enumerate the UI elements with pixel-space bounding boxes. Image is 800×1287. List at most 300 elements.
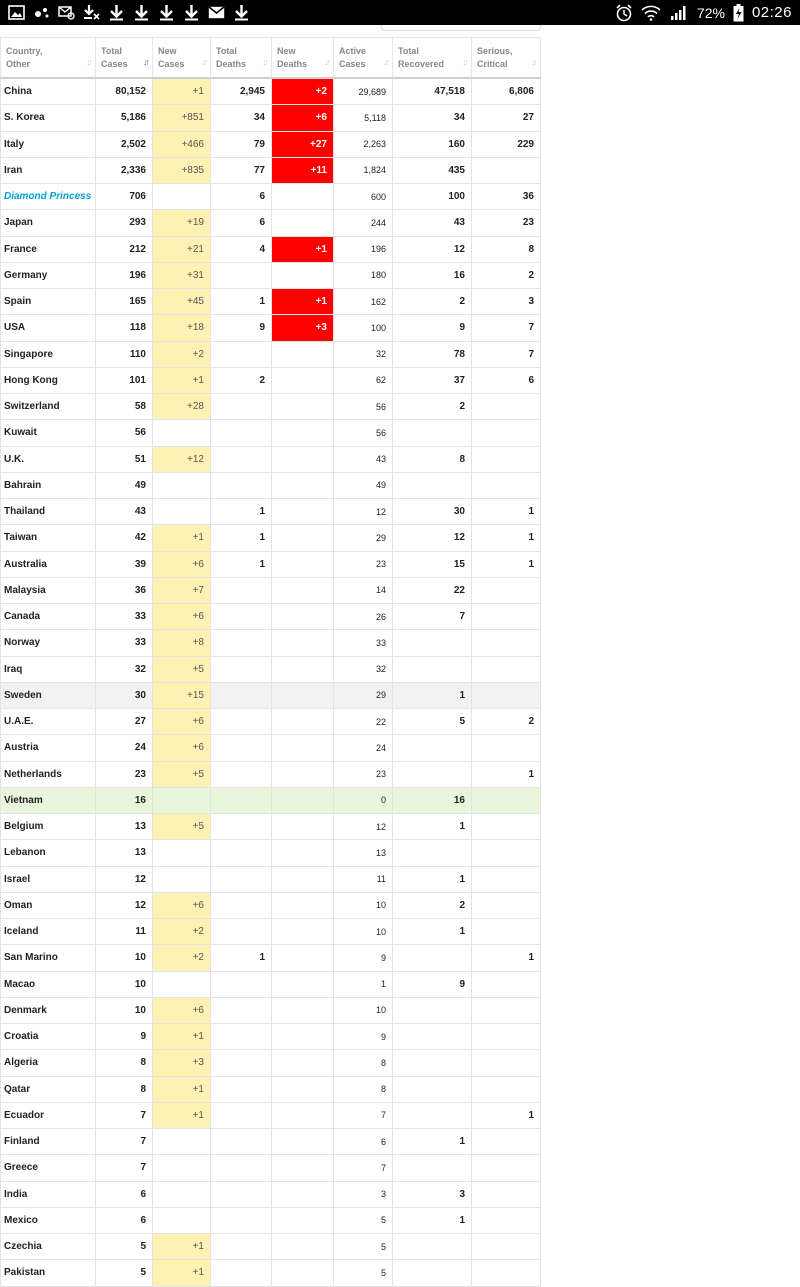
total-deaths-cell: 4 (211, 236, 272, 262)
total-cases-cell: 11 (96, 919, 153, 945)
total-deaths-cell (211, 892, 272, 918)
total-deaths-cell (211, 997, 272, 1023)
column-header-total-cases[interactable] (96, 38, 153, 79)
total-recovered-cell: 8 (393, 446, 472, 472)
country-cell: Lebanon (1, 840, 96, 866)
active-cases-cell: 56 (334, 420, 393, 446)
active-cases-cell: 244 (334, 210, 393, 236)
serious-critical-cell: 36 (472, 184, 541, 210)
new-cases-cell: +2 (153, 919, 211, 945)
table-row (1, 1260, 541, 1286)
serious-critical-cell (472, 1129, 541, 1155)
serious-critical-cell: 2 (472, 709, 541, 735)
country-cell: Japan (1, 210, 96, 236)
new-cases-cell: +1 (153, 525, 211, 551)
column-header-label: Other (6, 58, 31, 69)
new-deaths-cell (272, 446, 334, 472)
serious-critical-cell (472, 656, 541, 682)
column-header-total-deaths[interactable] (211, 38, 272, 79)
total-recovered-cell: 9 (393, 315, 472, 341)
country-cell: Mexico (1, 1207, 96, 1233)
serious-critical-cell: 2 (472, 262, 541, 288)
column-header-country[interactable] (1, 38, 96, 79)
total-recovered-cell: 1 (393, 1207, 472, 1233)
total-recovered-cell: 16 (393, 787, 472, 813)
active-cases-cell: 5,118 (334, 105, 393, 131)
total-deaths-cell (211, 971, 272, 997)
country-cell: Finland (1, 1129, 96, 1155)
new-cases-cell: +1 (153, 1076, 211, 1102)
table-row (1, 472, 541, 498)
table-row (1, 761, 541, 787)
new-deaths-cell: +27 (272, 131, 334, 157)
active-cases-cell: 23 (334, 761, 393, 787)
new-cases-cell: +5 (153, 761, 211, 787)
notification-icons (8, 3, 250, 22)
total-recovered-cell (393, 840, 472, 866)
new-cases-cell: +1 (153, 78, 211, 105)
column-header-label: Total (216, 45, 237, 56)
serious-critical-cell: 23 (472, 210, 541, 236)
total-deaths-cell (211, 1260, 272, 1286)
total-recovered-cell: 1 (393, 682, 472, 708)
column-header-active-cases[interactable] (334, 38, 393, 79)
total-recovered-cell (393, 761, 472, 787)
active-cases-cell: 49 (334, 472, 393, 498)
download-icon (133, 3, 150, 22)
serious-critical-cell (472, 420, 541, 446)
new-deaths-cell (272, 341, 334, 367)
new-cases-cell: +1 (153, 367, 211, 393)
system-icons (615, 3, 792, 22)
table-row (1, 1234, 541, 1260)
serious-critical-cell (472, 1207, 541, 1233)
total-cases-cell: 7 (96, 1129, 153, 1155)
total-cases-cell: 2,336 (96, 157, 153, 183)
sort-icon[interactable]: ↓↑ (383, 57, 388, 67)
serious-critical-cell (472, 472, 541, 498)
battery-percent: 72% (696, 4, 725, 21)
total-deaths-cell: 1 (211, 499, 272, 525)
country-cell: Singapore (1, 341, 96, 367)
sort-icon[interactable]: ↓↑ (262, 57, 267, 67)
new-deaths-cell (272, 1207, 334, 1233)
new-cases-cell: +6 (153, 892, 211, 918)
total-deaths-cell (211, 341, 272, 367)
image-icon (8, 3, 25, 22)
country-cell: Spain (1, 289, 96, 315)
country-cell: S. Korea (1, 105, 96, 131)
new-cases-cell (153, 866, 211, 892)
total-cases-cell: 10 (96, 997, 153, 1023)
total-recovered-cell (393, 1102, 472, 1128)
column-header-label: New (277, 45, 296, 56)
country-cell: India (1, 1181, 96, 1207)
serious-critical-cell: 1 (472, 945, 541, 971)
new-deaths-cell (272, 394, 334, 420)
active-cases-cell: 13 (334, 840, 393, 866)
active-cases-cell: 6 (334, 1129, 393, 1155)
total-deaths-cell (211, 1129, 272, 1155)
total-cases-cell: 13 (96, 814, 153, 840)
serious-critical-cell: 229 (472, 131, 541, 157)
country-cell: Denmark (1, 997, 96, 1023)
country-cell: Qatar (1, 1076, 96, 1102)
total-recovered-cell: 1 (393, 814, 472, 840)
new-deaths-cell (272, 1155, 334, 1181)
active-cases-cell: 100 (334, 315, 393, 341)
country-cell: Algeria (1, 1050, 96, 1076)
active-cases-cell: 7 (334, 1155, 393, 1181)
active-cases-cell: 10 (334, 997, 393, 1023)
new-cases-cell: +2 (153, 341, 211, 367)
total-deaths-cell: 34 (211, 105, 272, 131)
total-deaths-cell (211, 577, 272, 603)
total-deaths-cell (211, 420, 272, 446)
total-deaths-cell: 2 (211, 367, 272, 393)
new-cases-cell: +3 (153, 1050, 211, 1076)
country-cell[interactable]: Diamond Princess (1, 184, 96, 210)
country-cell: Israel (1, 866, 96, 892)
new-cases-cell: +18 (153, 315, 211, 341)
active-cases-cell: 162 (334, 289, 393, 315)
column-header-label: Active (339, 45, 367, 56)
new-cases-cell: +851 (153, 105, 211, 131)
status-bar (0, 0, 800, 25)
total-deaths-cell (211, 787, 272, 813)
new-cases-cell (153, 787, 211, 813)
column-header-label: Cases (339, 58, 366, 69)
active-cases-cell: 23 (334, 551, 393, 577)
active-cases-cell: 43 (334, 446, 393, 472)
clock: 02:26 (751, 4, 792, 21)
new-cases-cell (153, 499, 211, 525)
country-cell: USA (1, 315, 96, 341)
table-row (1, 499, 541, 525)
new-deaths-cell (272, 630, 334, 656)
new-deaths-cell (272, 945, 334, 971)
country-cell: Germany (1, 262, 96, 288)
new-deaths-cell (272, 1102, 334, 1128)
new-deaths-cell (272, 1024, 334, 1050)
column-header-label: Deaths (277, 58, 308, 69)
serious-critical-cell: 1 (472, 525, 541, 551)
table-row (1, 814, 541, 840)
active-cases-cell: 33 (334, 630, 393, 656)
table-row (1, 709, 541, 735)
column-header-label: Recovered (398, 58, 445, 69)
new-cases-cell (153, 472, 211, 498)
column-header-label: Deaths (216, 58, 247, 69)
new-cases-cell: +1 (153, 1102, 211, 1128)
table-row (1, 446, 541, 472)
new-cases-cell: +21 (153, 236, 211, 262)
column-header-serious-critical[interactable] (472, 38, 541, 79)
table-row (1, 551, 541, 577)
table-row (1, 341, 541, 367)
total-cases-cell: 30 (96, 682, 153, 708)
table-row (1, 420, 541, 446)
new-deaths-cell (272, 210, 334, 236)
serious-critical-cell (472, 971, 541, 997)
total-recovered-cell: 43 (393, 210, 472, 236)
table-row (1, 289, 541, 315)
total-deaths-cell (211, 604, 272, 630)
total-recovered-cell: 100 (393, 184, 472, 210)
total-recovered-cell: 34 (393, 105, 472, 131)
table-row (1, 971, 541, 997)
new-deaths-cell (272, 1181, 334, 1207)
table-row (1, 577, 541, 603)
new-cases-cell: +6 (153, 709, 211, 735)
serious-critical-cell: 3 (472, 289, 541, 315)
country-cell: U.A.E. (1, 709, 96, 735)
table-row (1, 682, 541, 708)
total-cases-cell: 13 (96, 840, 153, 866)
page-element-edge (381, 25, 541, 31)
country-cell: Iraq (1, 656, 96, 682)
new-cases-cell: +6 (153, 735, 211, 761)
total-deaths-cell (211, 656, 272, 682)
country-cell: Iceland (1, 919, 96, 945)
active-cases-cell: 9 (334, 1024, 393, 1050)
new-deaths-cell (272, 866, 334, 892)
country-cell: Taiwan (1, 525, 96, 551)
serious-critical-cell: 27 (472, 105, 541, 131)
new-deaths-cell (272, 551, 334, 577)
total-recovered-cell: 78 (393, 341, 472, 367)
new-deaths-cell (272, 1234, 334, 1260)
new-deaths-cell: +3 (272, 315, 334, 341)
total-recovered-cell: 2 (393, 892, 472, 918)
new-deaths-cell (272, 472, 334, 498)
total-deaths-cell (211, 1076, 272, 1102)
table-row (1, 919, 541, 945)
total-deaths-cell (211, 472, 272, 498)
total-cases-cell: 165 (96, 289, 153, 315)
table-row (1, 1102, 541, 1128)
total-deaths-cell: 6 (211, 210, 272, 236)
country-cell: France (1, 236, 96, 262)
active-cases-cell: 56 (334, 394, 393, 420)
table-row (1, 1155, 541, 1181)
total-deaths-cell: 1 (211, 289, 272, 315)
new-deaths-cell (272, 971, 334, 997)
table-row (1, 394, 541, 420)
new-cases-cell: +1 (153, 1024, 211, 1050)
country-cell: Hong Kong (1, 367, 96, 393)
total-cases-cell: 49 (96, 472, 153, 498)
sort-icon[interactable]: ↓↑ (143, 57, 148, 67)
table-row (1, 1129, 541, 1155)
new-cases-cell (153, 1207, 211, 1233)
email-at-icon (58, 3, 75, 22)
total-cases-cell: 2,502 (96, 131, 153, 157)
alarm-icon (615, 4, 633, 22)
new-cases-cell: +31 (153, 262, 211, 288)
country-cell: San Marino (1, 945, 96, 971)
table-row (1, 78, 541, 105)
wifi-icon (641, 4, 661, 21)
serious-critical-cell: 6,806 (472, 78, 541, 105)
sort-icon[interactable]: ↓↑ (531, 57, 536, 67)
new-cases-cell: +5 (153, 656, 211, 682)
new-deaths-cell (272, 761, 334, 787)
serious-critical-cell (472, 1076, 541, 1102)
new-cases-cell: +19 (153, 210, 211, 236)
new-cases-cell: +1 (153, 1234, 211, 1260)
column-header-label: Total (398, 45, 419, 56)
serious-critical-cell: 8 (472, 236, 541, 262)
total-cases-cell: 212 (96, 236, 153, 262)
total-cases-cell: 42 (96, 525, 153, 551)
coronavirus-table (0, 37, 540, 1287)
serious-critical-cell (472, 577, 541, 603)
column-header-label: New (158, 45, 177, 56)
total-cases-cell: 39 (96, 551, 153, 577)
total-cases-cell: 23 (96, 761, 153, 787)
new-deaths-cell (272, 1129, 334, 1155)
total-cases-cell: 33 (96, 630, 153, 656)
active-cases-cell: 5 (334, 1207, 393, 1233)
serious-critical-cell (472, 1050, 541, 1076)
active-cases-cell: 8 (334, 1050, 393, 1076)
total-deaths-cell: 1 (211, 551, 272, 577)
total-deaths-cell (211, 1102, 272, 1128)
total-recovered-cell: 47,518 (393, 78, 472, 105)
total-recovered-cell: 16 (393, 262, 472, 288)
table-row (1, 735, 541, 761)
new-deaths-cell: +6 (272, 105, 334, 131)
country-cell: Sweden (1, 682, 96, 708)
serious-critical-cell: 1 (472, 499, 541, 525)
active-cases-cell: 32 (334, 656, 393, 682)
total-deaths-cell (211, 394, 272, 420)
total-cases-cell: 10 (96, 971, 153, 997)
total-cases-cell: 6 (96, 1207, 153, 1233)
active-cases-cell: 196 (334, 236, 393, 262)
country-cell: Greece (1, 1155, 96, 1181)
active-cases-cell: 2,263 (334, 131, 393, 157)
total-recovered-cell: 7 (393, 604, 472, 630)
battery-charging-icon (733, 4, 744, 22)
table-row (1, 1024, 541, 1050)
country-cell: Iran (1, 157, 96, 183)
total-cases-cell: 8 (96, 1076, 153, 1102)
serious-critical-cell (472, 1024, 541, 1050)
table-row (1, 262, 541, 288)
total-recovered-cell: 2 (393, 289, 472, 315)
serious-critical-cell (472, 1155, 541, 1181)
table-row (1, 840, 541, 866)
serious-critical-cell: 7 (472, 341, 541, 367)
sort-icon[interactable]: ↓↑ (324, 57, 329, 67)
total-deaths-cell (211, 1050, 272, 1076)
new-cases-cell: +15 (153, 682, 211, 708)
country-cell: China (1, 78, 96, 105)
column-header-new-cases[interactable] (153, 38, 211, 79)
new-deaths-cell (272, 525, 334, 551)
country-cell: Belgium (1, 814, 96, 840)
active-cases-cell: 180 (334, 262, 393, 288)
serious-critical-cell (472, 892, 541, 918)
total-recovered-cell: 1 (393, 866, 472, 892)
total-cases-cell: 36 (96, 577, 153, 603)
total-deaths-cell (211, 1207, 272, 1233)
total-recovered-cell (393, 735, 472, 761)
total-recovered-cell: 12 (393, 525, 472, 551)
active-cases-cell: 24 (334, 735, 393, 761)
new-cases-cell: +5 (153, 814, 211, 840)
total-cases-cell: 5,186 (96, 105, 153, 131)
new-deaths-cell (272, 735, 334, 761)
total-deaths-cell (211, 709, 272, 735)
active-cases-cell: 5 (334, 1234, 393, 1260)
new-cases-cell (153, 840, 211, 866)
total-recovered-cell: 160 (393, 131, 472, 157)
new-deaths-cell (272, 682, 334, 708)
country-cell: Norway (1, 630, 96, 656)
active-cases-cell: 600 (334, 184, 393, 210)
table-row (1, 892, 541, 918)
new-cases-cell: +6 (153, 997, 211, 1023)
total-deaths-cell (211, 630, 272, 656)
serious-critical-cell (472, 604, 541, 630)
new-deaths-cell: +1 (272, 236, 334, 262)
column-header-label: Country, (6, 45, 43, 56)
table-body (1, 78, 541, 1286)
sort-icon[interactable]: ↓↑ (462, 57, 467, 67)
gmail-icon (208, 3, 225, 22)
total-deaths-cell (211, 1024, 272, 1050)
active-cases-cell: 22 (334, 709, 393, 735)
serious-critical-cell (472, 997, 541, 1023)
total-deaths-cell (211, 1181, 272, 1207)
total-cases-cell: 80,152 (96, 78, 153, 105)
total-deaths-cell: 9 (211, 315, 272, 341)
total-cases-cell: 5 (96, 1234, 153, 1260)
new-cases-cell: +1 (153, 1260, 211, 1286)
sort-icon[interactable]: ↓↑ (86, 57, 91, 67)
total-deaths-cell: 79 (211, 131, 272, 157)
table-row (1, 1076, 541, 1102)
new-cases-cell (153, 1155, 211, 1181)
active-cases-cell: 29 (334, 682, 393, 708)
active-cases-cell: 12 (334, 499, 393, 525)
new-cases-cell (153, 184, 211, 210)
total-cases-cell: 118 (96, 315, 153, 341)
active-cases-cell: 5 (334, 1260, 393, 1286)
table-row (1, 1207, 541, 1233)
total-recovered-cell: 30 (393, 499, 472, 525)
serious-critical-cell (472, 1181, 541, 1207)
new-deaths-cell (272, 577, 334, 603)
country-cell: Vietnam (1, 787, 96, 813)
total-cases-cell: 8 (96, 1050, 153, 1076)
active-cases-cell: 29 (334, 525, 393, 551)
active-cases-cell: 1 (334, 971, 393, 997)
total-recovered-cell (393, 1024, 472, 1050)
column-header-total-recovered[interactable] (393, 38, 472, 79)
sort-icon[interactable]: ↓↑ (201, 57, 206, 67)
table-row (1, 105, 541, 131)
download-icon (108, 3, 125, 22)
signal-icon (669, 4, 689, 21)
serious-critical-cell (472, 394, 541, 420)
serious-critical-cell (472, 840, 541, 866)
column-header-new-deaths[interactable] (272, 38, 334, 79)
new-deaths-cell (272, 499, 334, 525)
